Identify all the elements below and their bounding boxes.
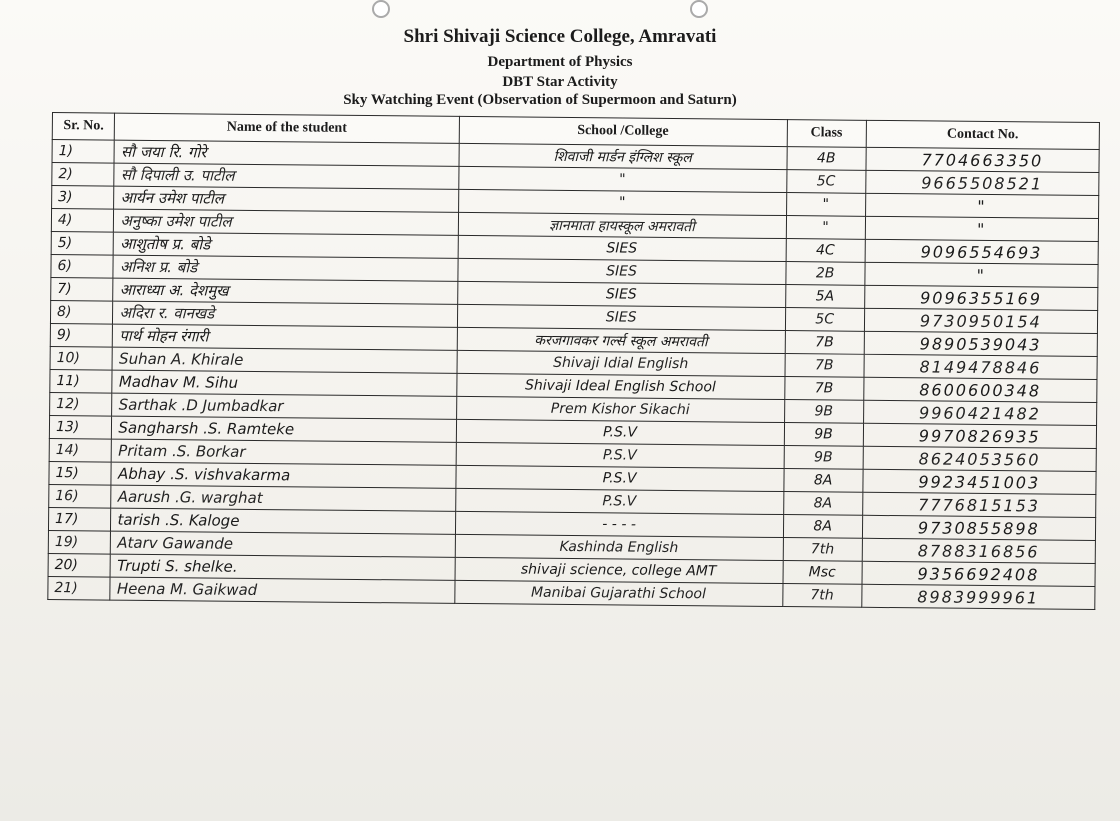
- cell-school: P.S.V: [456, 442, 784, 468]
- cell-class: 8A: [784, 469, 863, 493]
- cell-name: सौ जया रि. गोरे: [114, 140, 458, 166]
- cell-name: अनिश प्र. बोडे: [113, 255, 457, 281]
- cell-school: SIES: [457, 258, 785, 284]
- cell-contact: 8149478846: [864, 354, 1098, 379]
- event-title: Sky Watching Event (Observation of Supermoon and Saturn): [343, 92, 737, 108]
- cell-contact: 9890539043: [864, 331, 1098, 356]
- cell-school: Shivaji Ideal English School: [456, 373, 784, 399]
- cell-contact: 8600600348: [863, 377, 1097, 402]
- cell-contact: 7704663350: [866, 147, 1100, 172]
- column-header-sr-no: Sr. No.: [52, 113, 115, 141]
- cell-class: 2B: [786, 262, 865, 286]
- cell-school: P.S.V: [455, 488, 783, 514]
- department-name: Department of Physics: [487, 54, 633, 70]
- cell-sr: 1): [52, 140, 115, 164]
- cell-sr: 10): [50, 346, 113, 370]
- cell-name: Madhav M. Sihu: [112, 370, 456, 396]
- cell-class: 5A: [785, 285, 864, 309]
- cell-sr: 6): [51, 254, 114, 278]
- cell-contact: 9730855898: [862, 515, 1096, 540]
- activity-name: DBT Star Activity: [502, 74, 618, 90]
- cell-school: ज्ञानमाता हायस्कूल अमरावती: [458, 212, 786, 238]
- cell-contact: 9730950154: [864, 308, 1098, 333]
- cell-name: अदिरा र. वानखडे: [113, 301, 457, 327]
- cell-class: 4B: [787, 147, 866, 171]
- column-header-contact: Contact No.: [866, 120, 1100, 149]
- column-header-name: Name of the student: [115, 113, 459, 143]
- cell-contact: 9356692408: [862, 561, 1096, 586]
- cell-sr: 21): [48, 576, 111, 600]
- cell-sr: 4): [51, 209, 114, 233]
- cell-school: शिवाजी मार्डन इंग्लिश स्कूल: [459, 143, 787, 169]
- cell-name: Atarv Gawande: [111, 531, 455, 557]
- cell-sr: 14): [49, 438, 112, 462]
- cell-contact: 8788316856: [862, 538, 1096, 563]
- cell-class: 7B: [785, 354, 864, 378]
- cell-contact: 9096355169: [864, 285, 1098, 310]
- cell-sr: 9): [50, 323, 113, 347]
- cell-class: 9B: [784, 400, 863, 424]
- cell-school: Shivaji Idial English: [457, 350, 785, 376]
- cell-name: Sangharsh .S. Ramteke: [112, 416, 456, 442]
- cell-school: करजगावकर गर्ल्स स्कूल अमरावती: [457, 327, 785, 353]
- cell-name: Trupti S. shelke.: [111, 554, 455, 580]
- cell-name: Aarush .G. warghat: [111, 485, 455, 511]
- cell-class: Msc: [783, 561, 862, 585]
- cell-school: - - - -: [455, 511, 783, 537]
- cell-class: ": [786, 216, 865, 240]
- punch-hole: [372, 0, 390, 18]
- cell-class: 7th: [782, 584, 861, 608]
- cell-school: SIES: [457, 304, 785, 330]
- cell-name: tarish .S. Kaloge: [111, 508, 455, 534]
- cell-name: Abhay .S. vishvakarma: [111, 462, 455, 488]
- cell-name: Suhan A. Khirale: [112, 347, 456, 373]
- cell-school: shivaji science, college AMT: [455, 557, 783, 583]
- punch-hole: [690, 0, 708, 18]
- cell-name: अनुष्का उमेश पाटील: [114, 209, 458, 235]
- cell-contact: 9970826935: [863, 423, 1097, 448]
- cell-name: आशुतोष प्र. बोडे: [114, 232, 458, 258]
- cell-name: Heena M. Gaikwad: [110, 577, 454, 603]
- college-name: Shri Shivaji Science College, Amravati: [403, 26, 717, 47]
- cell-contact: 9960421482: [863, 400, 1097, 425]
- cell-name: Sarthak .D Jumbadkar: [112, 393, 456, 419]
- cell-sr: 13): [49, 415, 112, 439]
- cell-name: आर्यन उमेश पाटील: [114, 186, 458, 212]
- cell-sr: 3): [52, 186, 115, 210]
- cell-contact: 8624053560: [863, 446, 1097, 471]
- cell-school: Manibai Gujarathi School: [454, 580, 782, 606]
- cell-school: P.S.V: [456, 419, 784, 445]
- cell-contact: 8983999961: [861, 584, 1095, 609]
- cell-sr: 8): [50, 300, 113, 324]
- cell-sr: 12): [50, 392, 113, 416]
- cell-class: 5C: [786, 170, 865, 194]
- cell-contact: 9096554693: [865, 239, 1099, 264]
- cell-school: ": [458, 166, 786, 192]
- cell-contact: 9923451003: [863, 469, 1097, 494]
- cell-sr: 5): [51, 231, 114, 255]
- cell-school: ": [458, 189, 786, 215]
- student-register-table: [47, 112, 1100, 610]
- cell-class: 8A: [783, 492, 862, 516]
- cell-contact: 9665508521: [865, 170, 1099, 195]
- cell-sr: 7): [51, 277, 114, 301]
- cell-sr: 20): [48, 553, 111, 577]
- cell-sr: 11): [50, 369, 113, 393]
- cell-sr: 2): [52, 163, 115, 187]
- cell-school: Prem Kishor Sikachi: [456, 396, 784, 422]
- column-header-school: School /College: [459, 116, 787, 146]
- cell-class: 7B: [785, 331, 864, 355]
- cell-sr: 16): [49, 484, 112, 508]
- cell-name: आराध्या अ. देशमुख: [113, 278, 457, 304]
- cell-class: 4C: [786, 239, 865, 263]
- cell-sr: 17): [48, 507, 111, 531]
- cell-contact: 7776815153: [862, 492, 1096, 517]
- cell-class: 8A: [783, 515, 862, 539]
- cell-name: पार्थ मोहन रंगारी: [113, 324, 457, 350]
- cell-class: 7th: [783, 538, 862, 562]
- cell-name: Pritam .S. Borkar: [112, 439, 456, 465]
- cell-class: ": [786, 193, 865, 217]
- cell-school: SIES: [458, 235, 786, 261]
- cell-class: 9B: [784, 446, 863, 470]
- cell-school: SIES: [457, 281, 785, 307]
- cell-sr: 19): [48, 530, 111, 554]
- column-header-class: Class: [787, 120, 866, 148]
- cell-school: Kashinda English: [455, 534, 783, 560]
- cell-class: 5C: [785, 308, 864, 332]
- cell-contact: ": [865, 193, 1099, 218]
- cell-school: P.S.V: [455, 465, 783, 491]
- cell-contact: ": [865, 216, 1099, 241]
- cell-contact: ": [865, 262, 1099, 287]
- cell-class: 7B: [784, 377, 863, 401]
- cell-sr: 15): [49, 461, 112, 485]
- cell-class: 9B: [784, 423, 863, 447]
- cell-name: सौ दिपाली उ. पाटील: [114, 163, 458, 189]
